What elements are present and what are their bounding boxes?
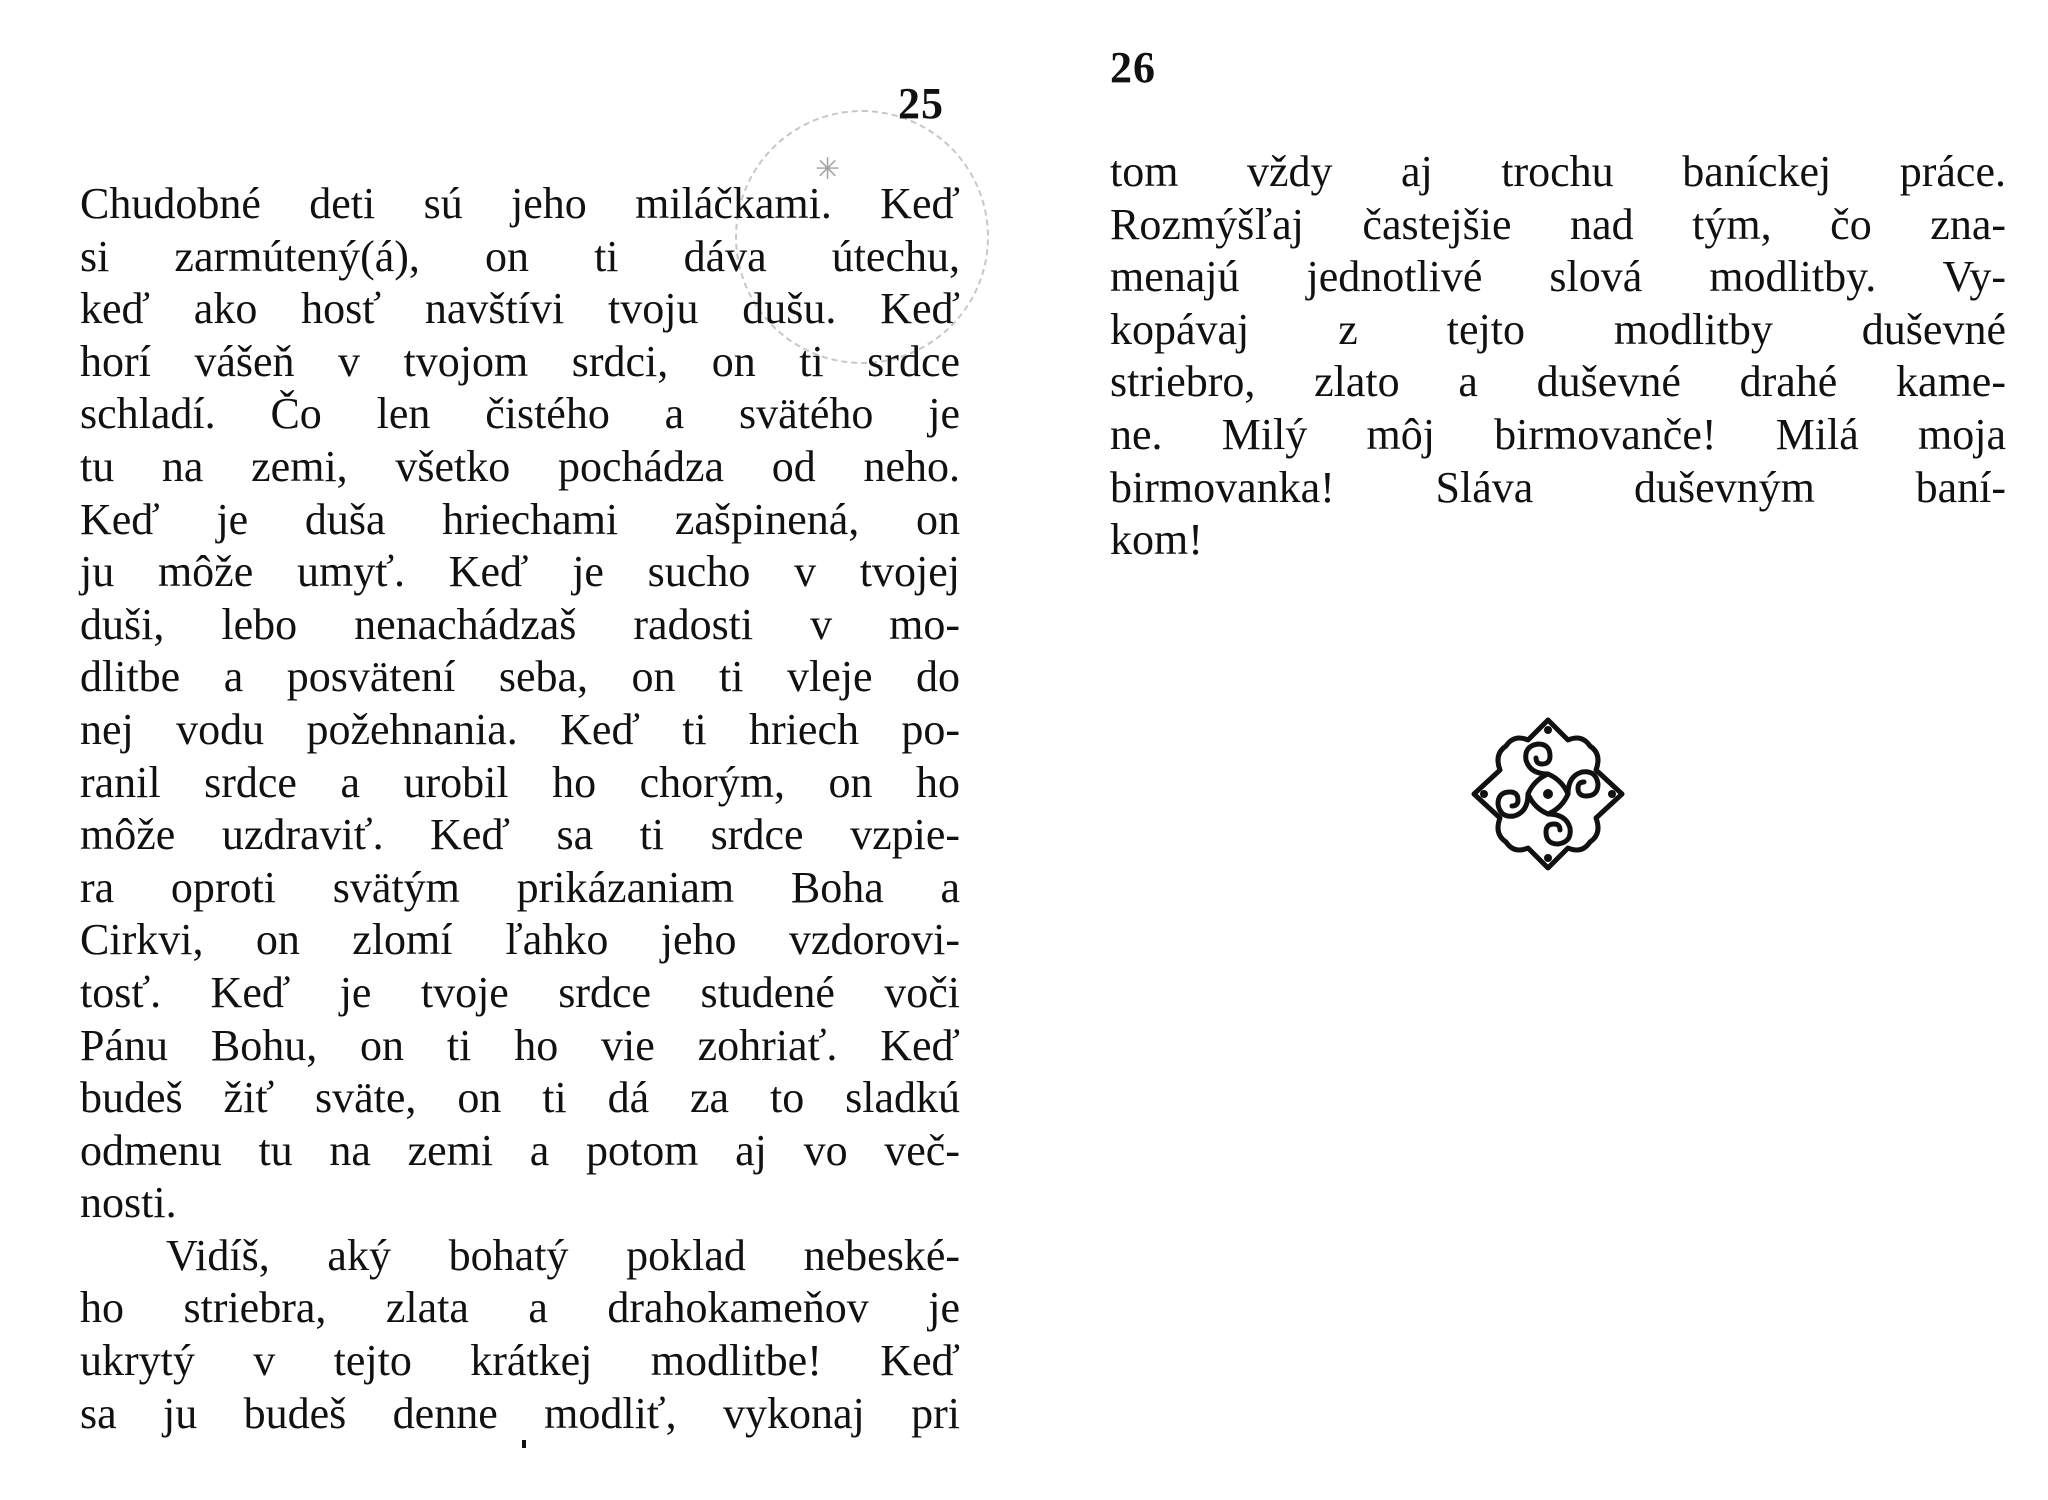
text-line: nosti. — [80, 1178, 177, 1228]
text-line: ra oproti svätým prikázaniam Boha a — [80, 862, 960, 912]
text-line: budeš žiť sväte, on ti dá za to sladkú — [80, 1073, 960, 1123]
text-line: Cirkvi, on zlomí ľahko jeho vzdorovi- — [80, 915, 960, 965]
text-line: kom! — [1110, 515, 1203, 565]
text-line: tom vždy aj trochu baníckej práce. — [1110, 147, 2006, 196]
text-line: keď ako hosť navštívi tvoju dušu. Keď — [80, 284, 960, 334]
text-line: Keď je duša hriechami zašpinená, on — [80, 494, 960, 544]
text-line: ho striebra, zlata a drahokameňov je — [80, 1283, 960, 1333]
star-icon: ✳ — [815, 153, 841, 186]
text-line: ne. Milý môj birmovanče! Milá moja — [1110, 409, 2006, 459]
right-page-body — [1110, 146, 2006, 567]
text-line: duši, lebo nenachádzaš radosti v mo- — [80, 599, 960, 649]
text-line: si zarmútený(á), on ti dáva útechu, — [80, 231, 960, 281]
page-number-left: 25 — [898, 79, 944, 128]
page-number-right: 26 — [1110, 43, 1156, 92]
paragraph-start-line: Vidíš, aký bohatý poklad nebeské- — [166, 1230, 960, 1280]
text-line: ju môže umyť. Keď je sucho v tvojej — [80, 547, 960, 597]
text-line: ranil srdce a urobil ho chorým, on ho — [80, 757, 960, 807]
right-page — [1024, 0, 2048, 1500]
text-line: striebro, zlato a duševné drahé kame- — [1110, 357, 2006, 407]
text-line: Chudobné deti sú jeho miláčkami. Keď — [80, 179, 960, 228]
text-line: menajú jednotlivé slová modlitby. Vy- — [1110, 252, 2006, 302]
text-line: dlitbe a posvätení seba, on ti vleje do — [80, 652, 960, 702]
celtic-knot-ornament-icon — [1470, 716, 1626, 872]
text-line: Pánu Bohu, on ti ho vie zohriať. Keď — [80, 1020, 960, 1070]
text-line: schladí. Čo len čistého a svätého je — [80, 389, 960, 439]
text-line: tosť. Keď je tvoje srdce studené voči — [80, 967, 960, 1017]
text-line: birmovanka! Sláva duševným baní- — [1110, 462, 2006, 512]
print-mark — [522, 1440, 526, 1448]
text-line: tu na zemi, všetko pochádza od neho. — [80, 441, 960, 491]
text-line: sa ju budeš denne modliť, vykonaj pri — [80, 1388, 960, 1438]
text-line: nej vodu požehnania. Keď ti hriech po- — [80, 704, 960, 754]
text-line: horí vášeň v tvojom srdci, on ti srdce — [80, 336, 960, 386]
left-page-body — [80, 178, 960, 1440]
text-line: Rozmýšľaj častejšie nad tým, čo zna- — [1110, 199, 2006, 249]
text-line: ukrytý v tejto krátkej modlitbe! Keď — [80, 1336, 960, 1386]
text-line: odmenu tu na zemi a potom aj vo več- — [80, 1125, 960, 1175]
text-line: môže uzdraviť. Keď sa ti srdce vzpie- — [80, 810, 960, 860]
text-line: kopávaj z tejto modlitby duševné — [1110, 304, 2006, 354]
